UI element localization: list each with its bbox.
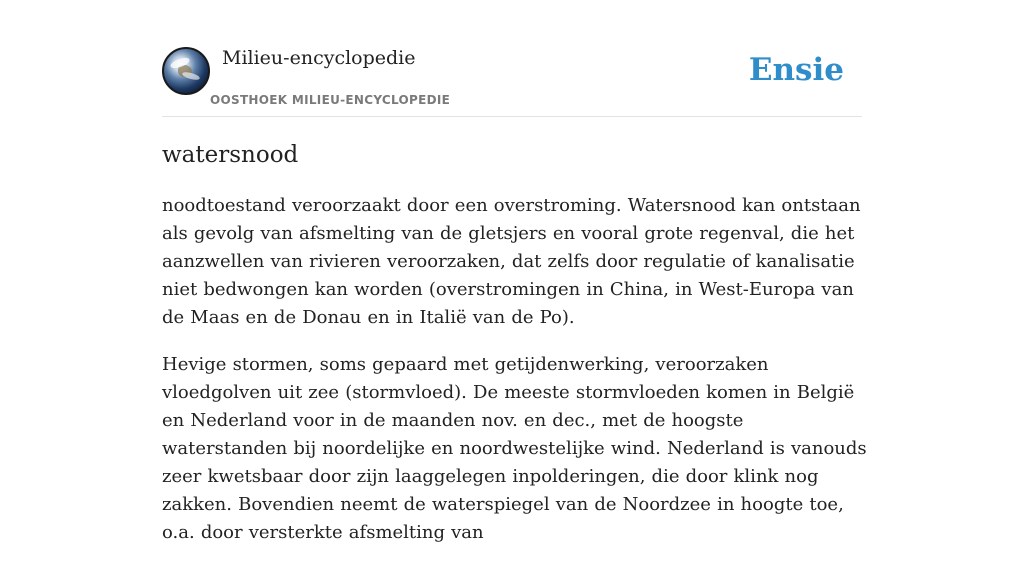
logo-cloud-shape xyxy=(182,71,201,81)
site-header xyxy=(162,46,862,117)
article-paragraph: Hevige stormen, soms gepaard met getijdenwerking, veroorzaken vloedgolven uit zee (stormvloed). De meeste stormvloeden komen in België en Nederland voor in de maanden nov. en dec., met de hoogste waterstanden bij noordelijke en noordwestelijke wind. Nederland is vanouds zeer kwetsbaar door zijn laaggelegen inpolderingen, die door klink nog zakken. Bovendien neemt de waterspiegel van de Noordzee in hoogte toe, o.a. door versterkte afsmelting van xyxy=(162,354,867,543)
page-title: watersnood xyxy=(162,142,299,168)
site-subtitle: OOSTHOEK MILIEU-ENCYCLOPEDIE xyxy=(210,93,451,107)
article-paragraph: noodtoestand veroorzaakt door een overstroming. Watersnood kan ontstaan als gevolg van afsmelting van de gletsjers en vooral grote regenval, die het aanzwellen van rivieren veroorzaken, dat zelfs door regulatie of kanalisatie niet bedwongen kan worden (overstromingen in China, in West-Europa van de Maas en de Donau en in Italië van de Po). xyxy=(162,195,861,328)
article-body xyxy=(162,192,867,566)
site-name[interactable]: Milieu-encyclopedie xyxy=(222,47,416,69)
brand-logo-link[interactable]: Ensie xyxy=(748,52,844,88)
earth-globe-icon[interactable] xyxy=(162,47,210,95)
